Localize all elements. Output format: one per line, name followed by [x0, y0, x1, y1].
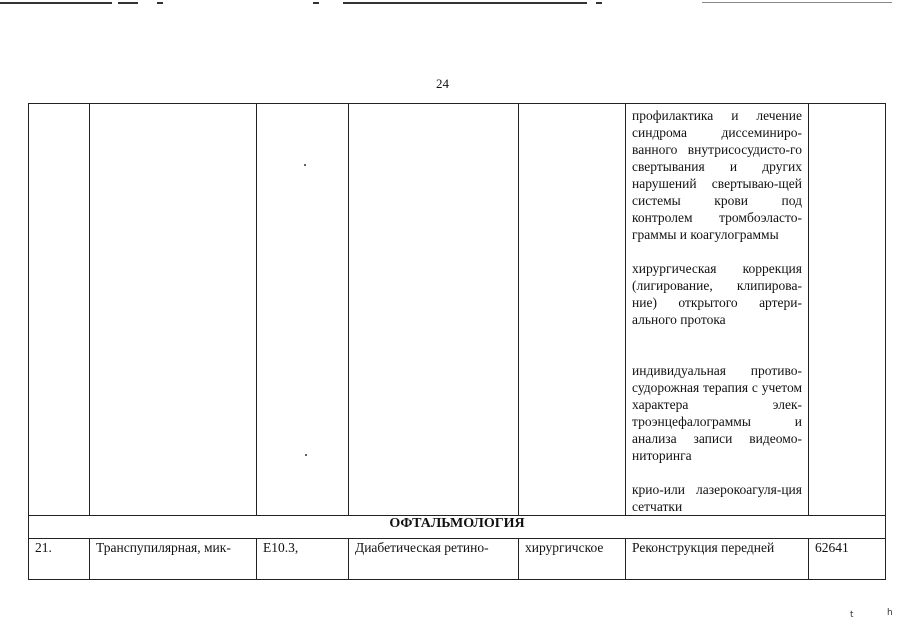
scan-dot [304, 164, 306, 166]
cell-method: Транспупилярная, мик- [90, 539, 257, 580]
cell-code: E10.3, [257, 539, 349, 580]
cell-treatment [626, 104, 809, 516]
cell-cost: 62641 [809, 539, 886, 580]
treatment-entry: хирургическая коррекция (лигирование, клипирова-ние) открытого артери-ального протока [632, 261, 802, 327]
page-number: 24 [436, 76, 449, 91]
section-heading: ОФТАЛЬМОЛОГИЯ [29, 516, 886, 539]
section-heading-row [29, 516, 886, 539]
scan-artifact-line [313, 2, 319, 4]
scan-dot [305, 454, 307, 456]
treatment-entry: профилактика и лечение синдрома диссеминиро-ванного внутрисосудисто-го свертывания и других нарушений свертываю-щей системы крови под контролем тромбоэласто-граммы и коагулограммы [632, 108, 802, 242]
cell-cost [809, 104, 886, 516]
scan-artifact-line [0, 2, 112, 4]
cell-method [90, 104, 257, 516]
scan-artifact-line [596, 2, 602, 4]
scan-artifact-line [343, 2, 587, 4]
margin-mark: t [850, 610, 854, 620]
table-row-continuation [29, 104, 886, 516]
treatment-entry: индивидуальная противо-судорожная терапия с учетом характера элек-троэнцефалограммы и анализа записи видеомо-ниторинга [632, 363, 802, 463]
cell-treatment: Реконструкция передней [626, 539, 809, 580]
cell-number: 21. [29, 539, 90, 580]
services-table [28, 103, 886, 580]
scan-artifact-line [157, 2, 163, 4]
margin-mark: h [887, 608, 893, 618]
scan-artifact-line [702, 2, 892, 3]
cell-number [29, 104, 90, 516]
cell-treatment-type [519, 104, 626, 516]
table-row-21 [29, 539, 886, 580]
treatment-entry: крио-или лазерокоагуля-ция сетчатки [632, 482, 802, 514]
cell-code [257, 104, 349, 516]
cell-diagnosis [349, 104, 519, 516]
scan-artifact-line [118, 2, 138, 4]
cell-diagnosis: Диабетическая ретино- [349, 539, 519, 580]
cell-treatment-type: хирургичcкое [519, 539, 626, 580]
